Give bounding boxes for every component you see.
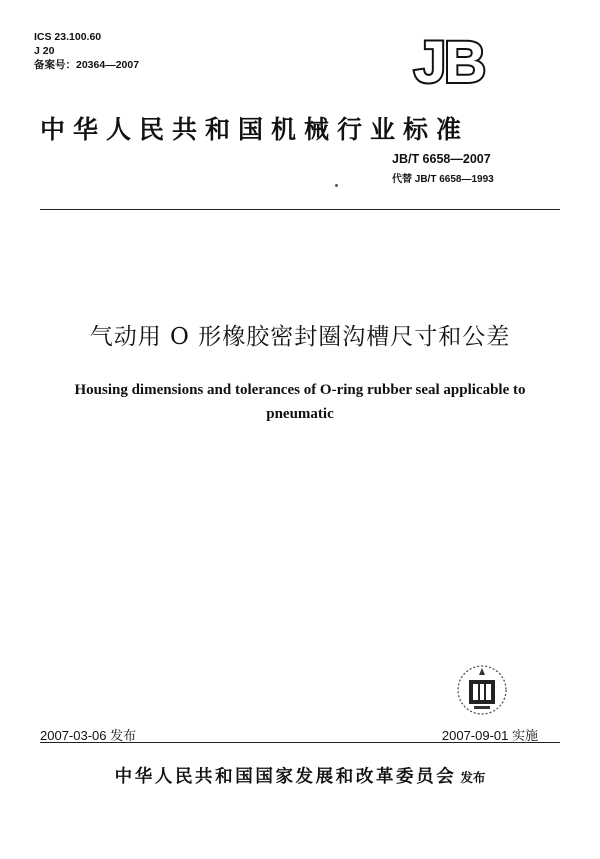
standards-emblem-icon	[452, 660, 512, 720]
logo-text: JB	[413, 30, 485, 90]
issue-date: 2007-03-06 发布	[40, 728, 137, 743]
filing-number: 备案号：20364—2007	[34, 59, 140, 71]
standard-type: 中华人民共和国机械行业标准	[40, 115, 470, 144]
publisher	[0, 763, 600, 788]
standard-number: JB/T 6658—2007	[392, 152, 491, 166]
ccs-code: J 20	[34, 45, 55, 57]
ics-code: ICS 23.100.60	[34, 31, 102, 43]
title-english-line1: Housing dimensions and tolerances of O-ring rubber seal applicable to	[74, 382, 526, 398]
publisher-org: 中华人民共和国国家发展和改革委员会	[114, 767, 457, 787]
replaces-standard: 代替 JB/T 6658—1993	[392, 174, 494, 185]
title-chinese: 气动用 O 形橡胶密封圈沟槽尺寸和公差	[89, 324, 511, 350]
implementation-date: 2007-09-01 实施	[441, 728, 538, 743]
title-english-line2: pneumatic	[266, 406, 334, 422]
title-english	[0, 378, 600, 426]
top-divider	[40, 209, 560, 210]
bottom-divider	[40, 742, 560, 743]
scan-speck	[335, 184, 338, 187]
jb-logo	[398, 30, 500, 90]
publisher-action: 发布	[460, 770, 486, 785]
